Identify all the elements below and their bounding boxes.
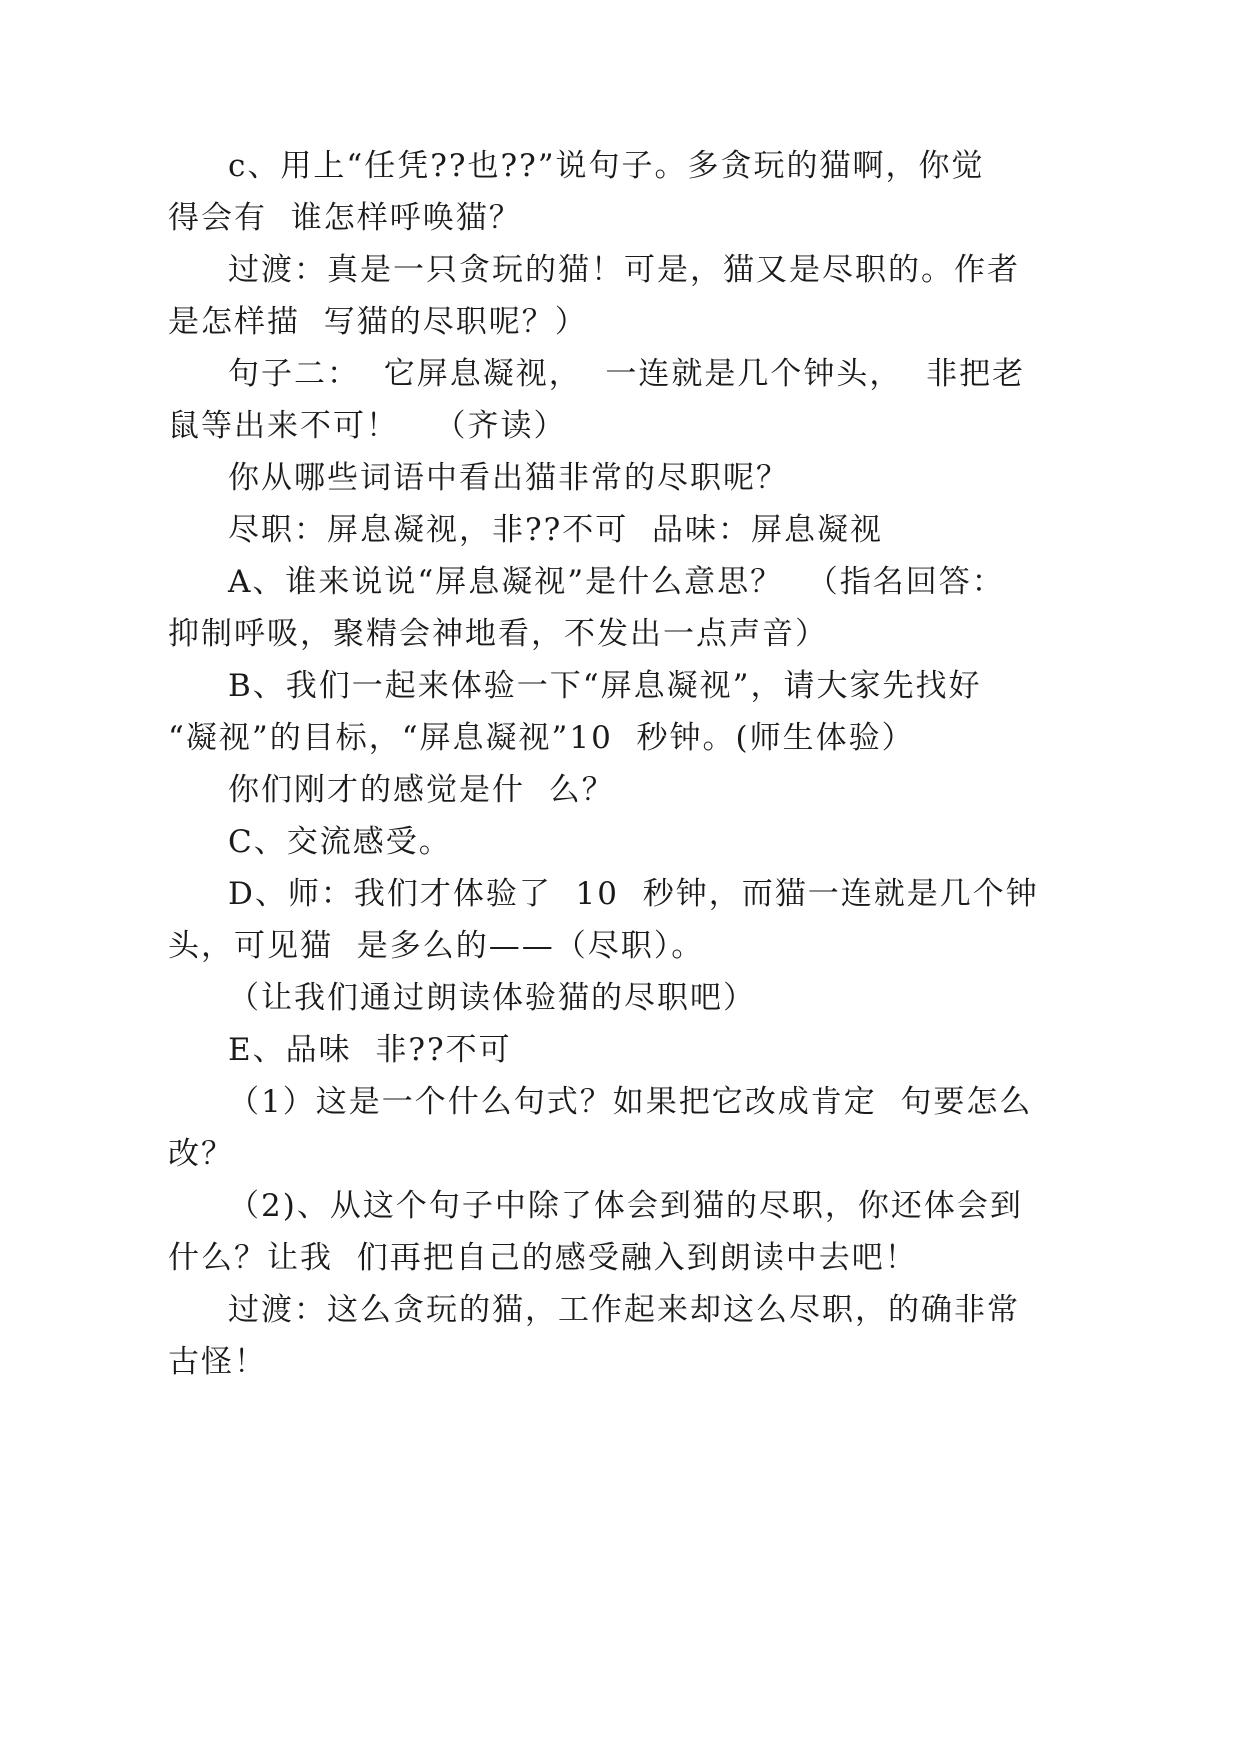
text-line: 改？ [168, 1136, 234, 1172]
text-line: D、师：我们才体验了 10 秒钟，而猫一连就是几个钟 [228, 876, 1039, 912]
text-line: “凝视”的目标，“屏息凝视”10 秒钟。(师生体验） [168, 720, 915, 756]
text-line: C、交流感受。 [228, 824, 452, 860]
text-line: （让我们通过朗读体验猫的尽职吧） [228, 980, 756, 1016]
text-line: c、用上“任凭??也??”说句子。多贪玩的猫啊，你觉 [228, 148, 985, 184]
text-line: 你从哪些词语中看出猫非常的尽职呢？ [228, 460, 789, 496]
text-line: E、品味 非??不可 [228, 1032, 512, 1068]
text-line: 句子二： 它屏息凝视， 一连就是几个钟头， 非把老 [228, 356, 1026, 392]
text-line: 抑制呼吸，聚精会神地看，不发出一点声音） [168, 616, 828, 652]
text-line: 什么？让我 们再把自己的感受融入到朗读中去吧！ [168, 1240, 918, 1276]
text-line: 你们刚才的感觉是什 么？ [228, 772, 615, 808]
text-line: （2)、从这个句子中除了体会到猫的尽职，你还体会到 [228, 1188, 1023, 1224]
text-line: 过渡：这么贪玩的猫，工作起来却这么尽职，的确非常 [228, 1292, 1020, 1328]
text-line: 是怎样描 写猫的尽职呢？） [168, 304, 588, 340]
text-line: A、谁来说说“屏息凝视”是什么意思？ （指名回答： [228, 564, 1005, 600]
text-line: （1）这是一个什么句式？如果把它改成肯定 句要怎么 [228, 1084, 1033, 1120]
text-line: B、我们一起来体验一下“屏息凝视”，请大家先找好 [228, 668, 982, 704]
text-line: 得会有 谁怎样呼唤猫？ [168, 200, 522, 236]
text-line: 古怪！ [168, 1344, 267, 1380]
text-line: 鼠等出来不可！ （齐读） [168, 408, 567, 444]
text-line: 尽职：屏息凝视，非??不可 品味：屏息凝视 [228, 512, 883, 548]
text-line: 头，可见猫 是多么的——（尽职）。 [168, 928, 705, 964]
text-line: 过渡：真是一只贪玩的猫！可是，猫又是尽职的。作者 [228, 252, 1020, 288]
